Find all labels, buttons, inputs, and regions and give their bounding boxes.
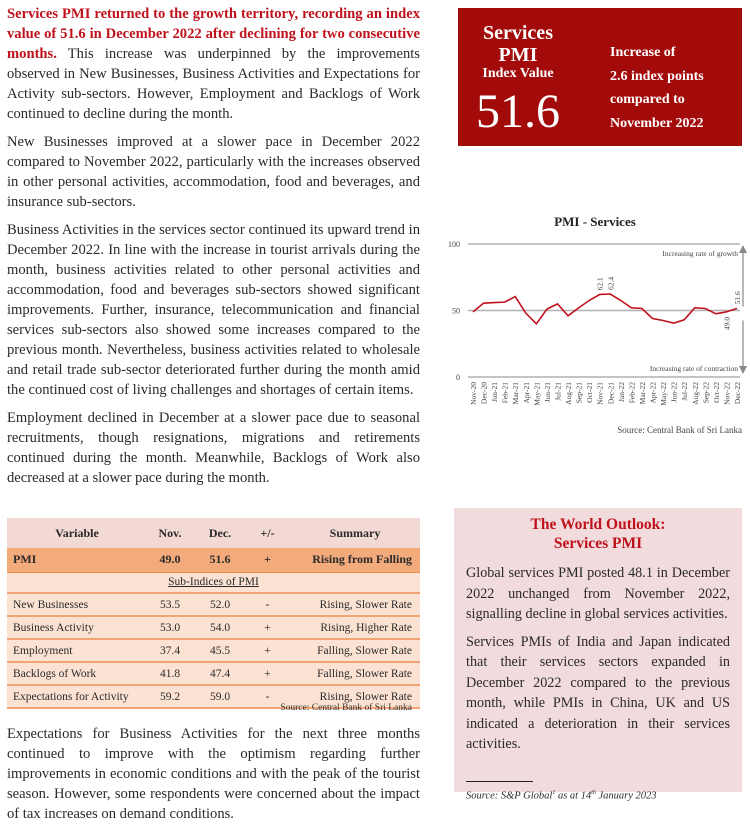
svg-text:51.6: 51.6 (733, 291, 742, 305)
pmi-summary-table (7, 518, 420, 709)
svg-text:Feb-21: Feb-21 (500, 382, 510, 404)
svg-text:Increasing rate of contraction: Increasing rate of contraction (649, 364, 738, 373)
outlook-paragraph-countries: Services PMIs of India and Japan indicated that their services sectors expanded in December 2022 compared to the previous month, while PMIs in China, UK and US indicated a deterioration in their services activities. (466, 633, 730, 752)
svg-text:May-21: May-21 (532, 382, 542, 406)
employment-paragraph: Employment declined in December at a slower pace due to seasonal recruitments, though resignations, migrations and retirements continued during the month. Meanwhile, Backlogs of Work also decreased at a slower pace during the month. (7, 410, 420, 486)
business-activities-paragraph: Business Activities in the services sector continued its upward trend in December 2022. In line with the increase in tourist arrivals during the month, business activities related to other personal activities and accommodation, food and beverages sub-sectors showed significant improvements. Further, insurance, telecommunication and financial services sub-sectors also showed some increases compared to the previous month. Nevertheless, business activities related to wholesale and retail trade sub-sector deteriorated further during the month amid the continued cost of living challenges and shortages of certain items. (7, 222, 420, 398)
svg-text:Feb-22: Feb-22 (627, 382, 637, 404)
svg-text:Apr-22: Apr-22 (648, 382, 658, 404)
svg-text:Aug-22: Aug-22 (690, 382, 700, 405)
pmi-kpi-box (458, 8, 742, 146)
kpi-value: 51.6 (476, 85, 560, 138)
svg-text:Aug-21: Aug-21 (564, 382, 574, 405)
table-row: Employment 37.4 45.5 + Falling, Slower Rate (7, 639, 420, 662)
kpi-description: Increase of 2.6 index points compared to November 2022 (610, 45, 704, 131)
outlook-title: The World Outlook: Services PMI (530, 516, 666, 552)
svg-text:Mar-21: Mar-21 (511, 382, 521, 405)
svg-text:Nov-22: Nov-22 (722, 382, 732, 405)
svg-text:49.0: 49.0 (722, 316, 732, 330)
svg-text:Nov-20: Nov-20 (469, 382, 478, 405)
svg-text:100: 100 (448, 240, 460, 249)
table-header-row (7, 518, 420, 548)
svg-text:Oct-21: Oct-21 (585, 382, 595, 403)
footnote-divider (466, 781, 533, 782)
col-dec: Dec. (195, 518, 245, 548)
svg-text:Increasing rate of growth: Increasing rate of growth (662, 249, 738, 258)
table-row: New Businesses 53.5 52.0 - Rising, Slower Rate (7, 593, 420, 616)
table-subheader-row: Sub-Indices of PMI (7, 572, 420, 593)
svg-text:62.1: 62.1 (595, 277, 605, 291)
svg-text:Jul-21: Jul-21 (553, 382, 563, 401)
table-row-pmi: PMI 49.0 51.6 + Rising from Falling (7, 548, 420, 572)
svg-text:Jul-22: Jul-22 (680, 382, 690, 401)
svg-text:50: 50 (452, 306, 460, 316)
svg-text:Oct-22: Oct-22 (711, 382, 721, 403)
svg-text:62.4: 62.4 (606, 276, 616, 291)
intro-paragraph (7, 4, 420, 124)
col-change: +/- (245, 518, 290, 548)
new-businesses-paragraph: New Businesses improved at a slower pace in December 2022 compared to November 2022, particularly with the increases observed in other personal activities, accommodation, food and beverages, and insurance sub-sectors. (7, 134, 420, 210)
table-row: Business Activity 53.0 54.0 + Rising, Higher Rate (7, 616, 420, 639)
intro-highlight: Services PMI returned to the growth territory, recording an index value of 51.6 in December 2022 after declining for two consecutive months. (7, 6, 420, 62)
chart-source: Source: Central Bank of Sri Lanka (617, 425, 742, 435)
svg-text:0: 0 (456, 373, 460, 382)
table-source: Source: Central Bank of Sri Lanka (280, 703, 412, 713)
outlook-paragraph-global: Global services PMI posted 48.1 in December 2022 unchanged from November 2022, signalling decline in global services activities. (466, 565, 730, 622)
outlook-source: Source: S&P Global$^1$ as at 14th January 2023 (466, 789, 657, 801)
expectations-paragraph: Expectations for Business Activities for the next three months continued to improve with the optimism regarding further improvements in economic conditions and with the peak of the tourist season. However, some respondents were concerned about the impact of tax increases on demand conditions. (7, 726, 420, 822)
kpi-subtitle: Index Value (482, 66, 554, 81)
svg-text:Jun-21: Jun-21 (542, 382, 552, 403)
svg-text:Dec-21: Dec-21 (606, 382, 616, 405)
svg-text:May-22: May-22 (659, 382, 669, 406)
chart-title: PMI - Services (554, 214, 636, 229)
col-nov: Nov. (145, 518, 195, 548)
svg-text:Jan-21: Jan-21 (490, 382, 500, 402)
svg-text:Dec-22: Dec-22 (733, 382, 742, 405)
svg-text:Apr-21: Apr-21 (521, 382, 531, 404)
world-outlook-box (454, 508, 742, 801)
intro-rest: This increase was underpinned by the improvements observed in New Businesses, Business Activities and Expectations for Activity sub-sectors. However, Employment and Backlogs of Work continued to decline during the month. (7, 46, 420, 122)
expectations-paragraph-container (7, 724, 420, 832)
svg-text:Sep-21: Sep-21 (574, 382, 584, 404)
svg-text:Nov-21: Nov-21 (595, 382, 605, 405)
svg-text:Sep-22: Sep-22 (701, 382, 711, 404)
svg-text:Jan-22: Jan-22 (616, 382, 626, 402)
col-variable: Variable (7, 518, 145, 548)
svg-text:Jun-22: Jun-22 (669, 382, 679, 403)
main-text-column (7, 4, 420, 496)
chart-plot (440, 205, 750, 445)
table-row: Backlogs of Work 41.8 47.4 + Falling, Slower Rate (7, 662, 420, 685)
table-row: Expectations for Activity 59.2 59.0 - Rising, Slower Rate (7, 685, 420, 708)
svg-text:Dec-20: Dec-20 (479, 382, 489, 405)
col-summary: Summary (290, 518, 420, 548)
pmi-services-chart (440, 205, 750, 445)
kpi-title: Services PMI (483, 22, 553, 66)
svg-text:Mar-22: Mar-22 (637, 382, 647, 405)
